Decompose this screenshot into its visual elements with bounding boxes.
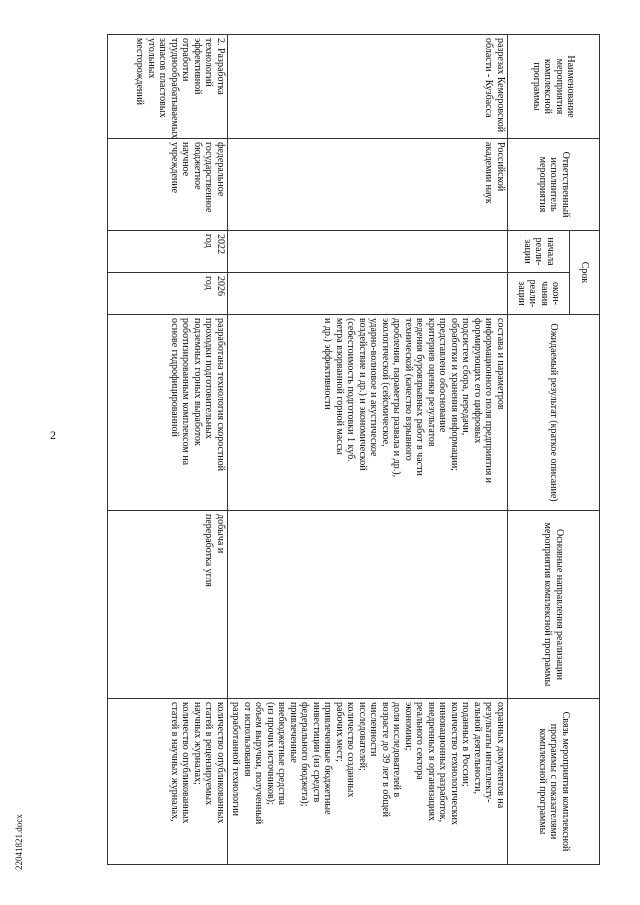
cell-start	[228, 231, 508, 273]
program-table	[107, 34, 600, 865]
header-result: Ожидаемый результат (краткое описание)	[508, 315, 600, 511]
cell-responsible: федеральное государственное бюджетное научное учреждение	[108, 139, 228, 231]
header-name: Наименование мероприятия комплексной программы	[508, 35, 600, 139]
cell-end	[228, 273, 508, 315]
cell-name: разрезах Кемеровской области - Кузбасса	[228, 35, 508, 139]
cell-result: разработана технология скоростной проходки подготовительных подземных горных выработок роботизированным комплексом на основе гидрофицированной	[108, 315, 228, 511]
table-row	[228, 35, 508, 865]
cell-directions	[228, 511, 508, 699]
table-row	[108, 35, 228, 865]
cell-start: 2022 год	[108, 231, 228, 273]
header-term: Срок	[570, 231, 600, 315]
header-start: начала реали-зации	[508, 231, 570, 273]
cell-name: 2. Разработка технологий эффективной отработки труднообрабатываемых запасов пластовых угольных месторождений	[108, 35, 228, 139]
header-end: окон-чания реали-зации	[508, 273, 570, 315]
header-directions: Основные направления реализации мероприятия комплексной программы	[508, 511, 600, 699]
cell-end: 2026 год	[108, 273, 228, 315]
page-number: 2	[50, 428, 56, 442]
cell-result: состава и параметров информационного поля предприятия и формирующих его цифровых подсистем сбора, передачи, обработки и хранения информации; представлено обоснование критериев оценки результатов ведения буровзрывных работ в части технической (качество взрывного дробления, параметры развала и др.), экологической (сейсмическое, ударно-волновое и акустическое воздействие и др.) и экономической (себестоимость подготовки 1 куб. метра взорванной горной массы и др.) эффективности	[228, 315, 508, 511]
footer-file-name: 22041821.docx	[14, 814, 24, 870]
header-link: Связь мероприятия комплексной программы с показателями комплексной программы	[508, 699, 600, 865]
rotated-page	[84, 34, 600, 864]
cell-link: охранных документов на результаты интеллекту- альной деятельности, поданных в России; количество технологических инновационных разработок, внедренных в организациях реального сектора экономики; доля исследователей в возрасте до 39 лет в общей численности исследователей; количество созданных рабочих мест; привлеченные бюджетные инвестиции (из средств федерального бюджета); привлеченные внебюджетные средства (из прочих источников); объем выручки, полученный от использования разработанной технологии	[228, 699, 508, 865]
cell-link: количество опубликованных статей в рецензируемых научных журналах; количество опубликованных статей в научных журналах,	[108, 699, 228, 865]
cell-directions: добыча и переработка угля	[108, 511, 228, 699]
header-responsible: Ответственный исполнитель мероприятия	[508, 139, 600, 231]
cell-responsible: Российской академии наук	[228, 139, 508, 231]
